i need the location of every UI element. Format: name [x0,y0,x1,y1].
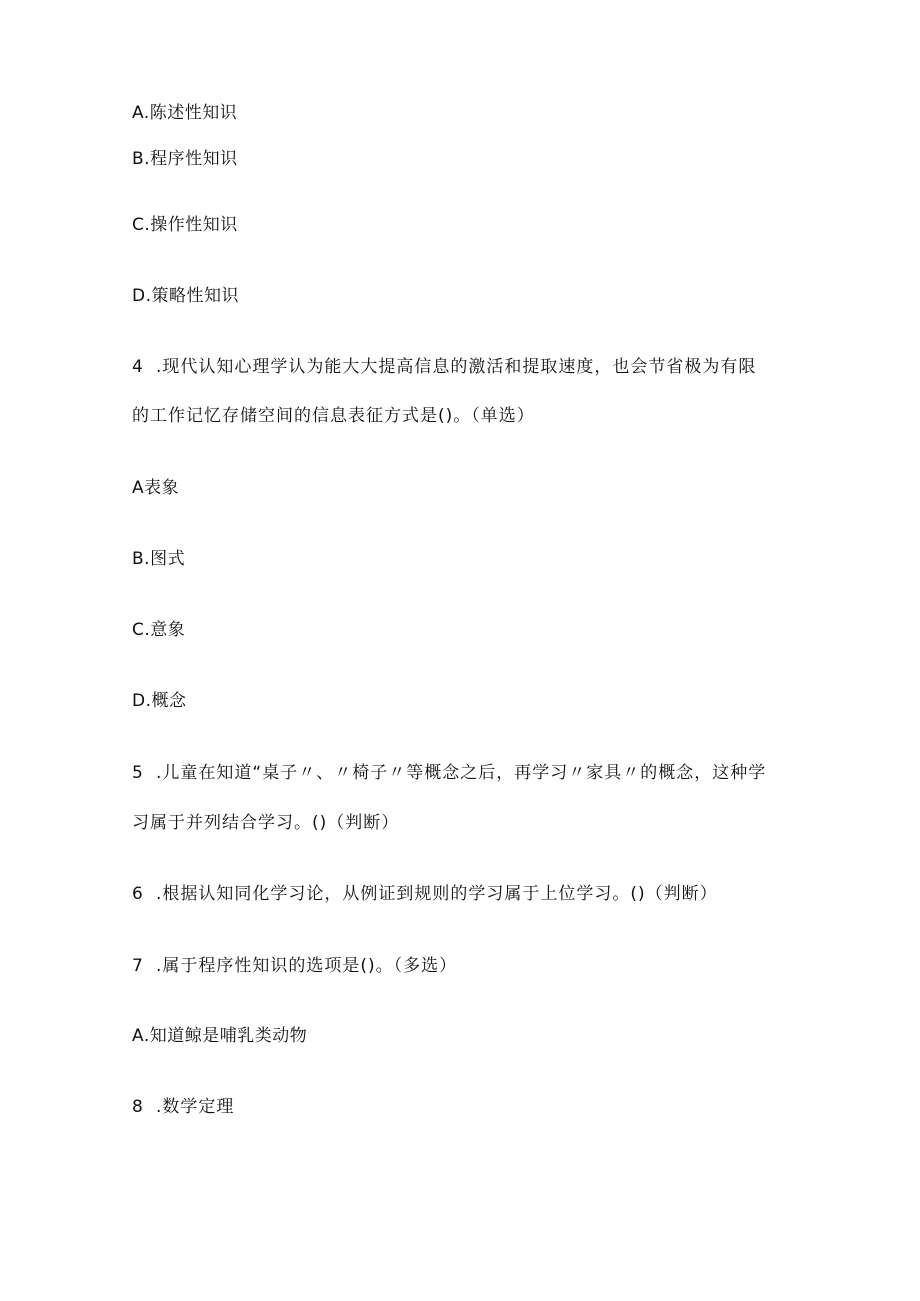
option-d-strategic: D.策略性知识 [132,286,239,306]
question-5-number: 5 [132,763,144,783]
question-4-line-1 [132,356,756,378]
question-6-text-1: .根据认知同化学习论，从例证到规则的学习属于上位学习。()（判断） [156,884,718,904]
question-8-line-1 [132,1096,234,1118]
question-4-number: 4 [132,357,144,377]
question-7-number: 7 [132,956,144,976]
question-7-line-1 [132,955,457,977]
q4-option-d: D.概念 [132,691,187,711]
question-5-line-1 [132,762,766,784]
question-5-line-2: 习属于并列结合学习。()（判断） [132,813,400,833]
q4-option-a: A表象 [132,478,180,498]
question-6-line-1 [132,883,718,905]
q7-option-a: A.知道鲸是哺乳类动物 [132,1026,308,1046]
option-b-procedural: B.程序性知识 [132,149,238,169]
option-c-operational: C.操作性知识 [132,215,238,235]
question-7-text-1: .属于程序性知识的选项是()。（多选） [156,956,458,976]
question-6-number: 6 [132,884,144,904]
q4-option-b: B.图式 [132,549,186,569]
question-4-text-1: .现代认知心理学认为能大大提高信息的激活和提取速度，也会节省极为有限 [156,357,757,377]
option-a-declarative: A.陈述性知识 [132,103,238,123]
question-4-line-2: 的工作记忆存储空间的信息表征方式是()。（单选） [132,406,535,426]
q4-option-c: C.意象 [132,620,186,640]
question-8-text-1: .数学定理 [156,1097,235,1117]
question-5-text-1: .儿童在知道“桌子〃、〃椅子〃等概念之后，再学习〃家具〃的概念，这种学 [156,763,767,783]
question-8-number: 8 [132,1097,144,1117]
